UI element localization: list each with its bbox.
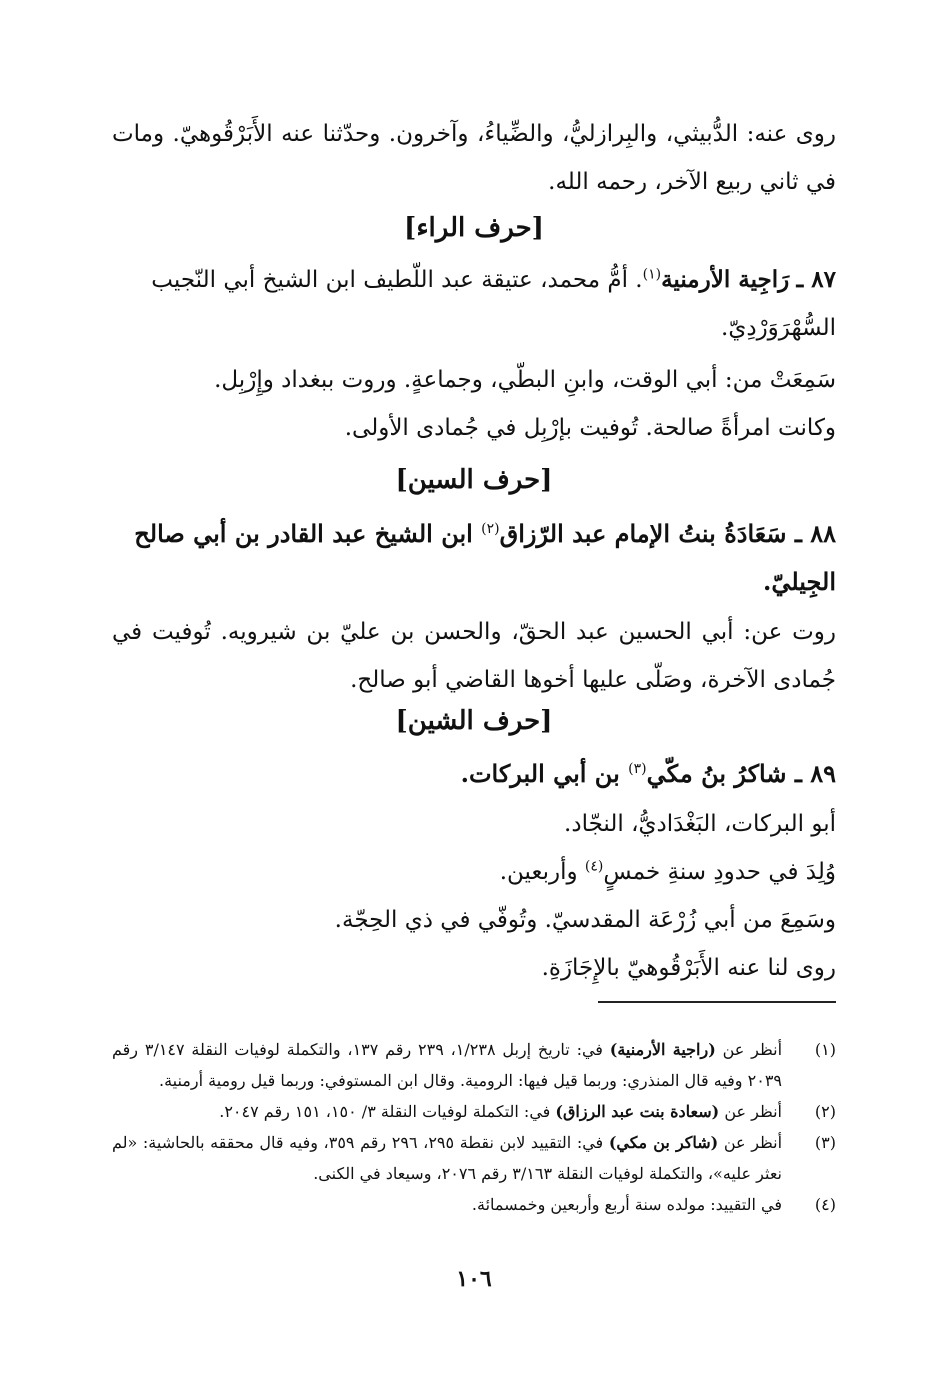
footnote-number: (٣) (814, 1133, 836, 1152)
footnote-number: (١) (814, 1040, 836, 1059)
entry-description: . أمُّ محمد، عتيقة عبد اللّطيف ابن الشيخ أبي النّجيب السُّهْرَوَرْدِيّ. (151, 267, 836, 341)
footnote-body: في: التقييد لابن نقطة ٢٩٥، ٢٩٦ رقم ٣٥٩، وفيه قال محققه بالحاشية: «لم نعثر عليه»، والتكملة لوفيات النقلة ٣/١٦٣ رقم ٢٠٧٦، وسيعاد في الكنى. (112, 1133, 782, 1183)
entry-89-line-1: أبو البركات، البَغْدَاديُّ، النجّاد. (564, 811, 836, 837)
footnotes (112, 1034, 836, 1220)
entry-number: ٨٧ ـ (796, 266, 836, 293)
entry-88-text: روت عن: أبي الحسين عبد الحقّ، والحسن بن عليّ بن شيرويه. تُوفيت في جُمادى الآخرة، وصَلّى عليها أخوها القاضي أبو صالح. (112, 619, 836, 693)
entry-89-line-2-text: وُلِدَ في حدودِ سنةِ خمسٍ (603, 859, 836, 885)
footnote-prefix: أنظر عن (715, 1040, 783, 1059)
entry-87-body (112, 356, 872, 452)
footnote-ref: (٤) (584, 858, 604, 875)
footnote-text: في التقييد: مولده سنة أربع وأربعين وخمسمائة. (471, 1195, 782, 1214)
footnote-number: (٤) (814, 1195, 836, 1214)
footnote-2 (112, 1096, 836, 1127)
page-number: ١٠٦ (456, 1266, 492, 1292)
footnote-text (112, 1034, 782, 1096)
footnote-text (112, 1127, 782, 1189)
footnote-divider (598, 1001, 836, 1003)
entry-number: ٨٨ ـ (794, 519, 836, 548)
entry-description: ابن الشيخ عبد القادر بن أبي صالح الجِيليّ. (134, 519, 836, 596)
entry-description: بن أبي البركات. (460, 759, 629, 788)
entry-name: شاكرُ بنُ مكّي (646, 759, 787, 788)
entry-89-line-2 (112, 848, 836, 896)
paragraph-narration (112, 110, 872, 206)
entry-number: ٨٩ ـ (794, 759, 836, 788)
entry-89-body (112, 800, 872, 992)
footnote-number: (٢) (814, 1102, 836, 1121)
section-heading-shin: [حرف الشين] (395, 706, 553, 736)
entry-89-header (112, 750, 836, 798)
footnote-4 (112, 1189, 836, 1220)
footnote-body: في: التكملة لوفيات النقلة ٣/ ١٥٠، ١٥١ رقم ٢٠٤٧. (219, 1102, 556, 1121)
footnote-text (112, 1096, 782, 1127)
entry-name: رَاجِية الأرمنية (661, 266, 790, 293)
footnote-prefix: أنظر عن (718, 1133, 783, 1152)
footnote-subject: (راجية الأرمنية) (609, 1040, 716, 1059)
section-heading-ra: [حرف الراء] (404, 213, 544, 243)
paragraph-text: روى عنه: الدُّبيثي، والبِرازليُّ، والضِّياءُ، وآخرون. وحدّثنا عنه الأَبَرْقُوهيّ. ومات في ثاني ربيع الآخر، رحمه الله. (112, 121, 836, 195)
entry-87-line-2: وكانت امرأةً صالحة. تُوفيت بإرْبِل في جُمادى الأولى. (344, 415, 836, 441)
entry-88-header (112, 510, 836, 606)
footnote-ref: (٢) (481, 521, 500, 537)
entry-87-header (112, 256, 836, 352)
footnote-3 (112, 1127, 836, 1189)
entry-89-line-3: وسَمِعَ من أبي زُرْعَة المقدسيّ. وتُوفّي في ذي الحِجّة. (334, 907, 836, 933)
entry-89-line-2-end: وأربعين. (499, 859, 585, 885)
entry-88-body (112, 608, 872, 704)
footnote-prefix: أنظر عن (719, 1102, 782, 1121)
entry-89-line-4: روى لنا عنه الأَبَرْقُوهيّ بالإِجَازَةِ. (541, 955, 836, 981)
footnote-ref: (٣) (628, 761, 647, 777)
entry-name: سَعَادَةُ بنتُ الإمام عبد الرّزاق (499, 519, 787, 548)
footnote-ref: (١) (642, 266, 662, 283)
footnote-body: في: تاريخ إربل ١/٢٣٨، ٢٣٩ رقم ١٣٧، والتكملة لوفيات النقلة ٣/١٤٧ رقم ٢٠٣٩ وفيه قال المنذري: وربما قيل فيها: الرومية. وقال ابن المستوفي: وربما قيل رومية أرمنية. (112, 1040, 782, 1090)
entry-87-line-1: سَمِعَتْ من: أبي الوقت، وابنِ البطّي، وجماعةٍ. وروت ببغداد وإِرْبِل. (214, 367, 836, 393)
footnote-subject: (شاكر بن مكي) (608, 1133, 719, 1152)
section-heading-sin: [حرف السين] (395, 465, 553, 495)
footnote-1 (112, 1034, 836, 1096)
footnote-subject: (سعادة بنت عبد الرزاق) (555, 1102, 720, 1121)
